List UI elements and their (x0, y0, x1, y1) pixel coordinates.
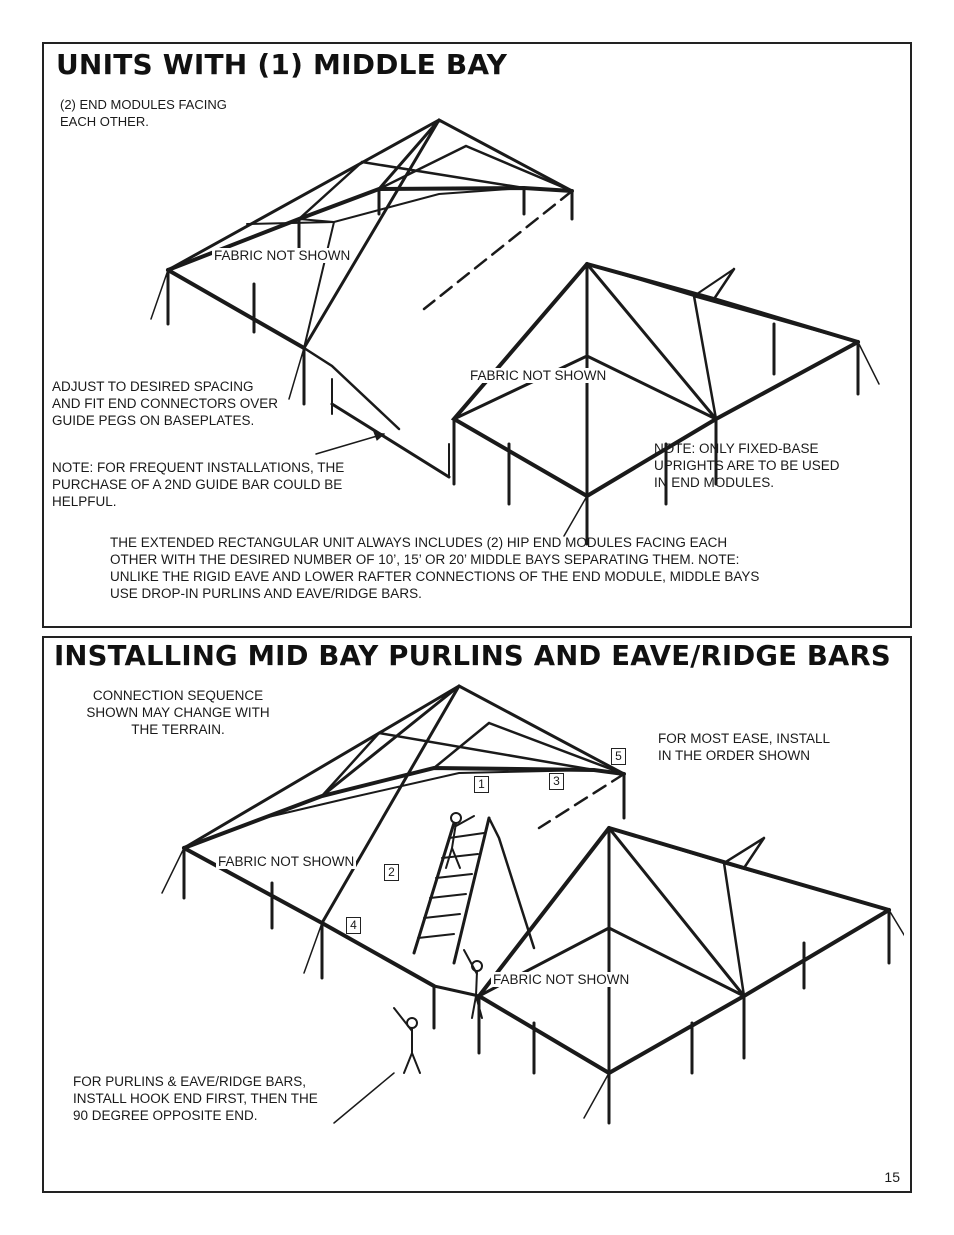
install-order-note: FOR MOST EASE, INSTALL IN THE ORDER SHOWN (658, 731, 831, 763)
panel2-title: INSTALLING MID BAY PURLINS AND EAVE/RIDGE BARS (54, 640, 891, 672)
connection-sequence-note: CONNECTION SEQUENCE SHOWN MAY CHANGE WITH THE TERRAIN. (86, 688, 270, 737)
fabric-not-shown-label-left: FABRIC NOT SHOWN (214, 248, 351, 263)
panel-installing-purlins (42, 636, 912, 1193)
guide-bar-note: NOTE: FOR FREQUENT INSTALLATIONS, THE PURCHASE OF A 2ND GUIDE BAR COULD BE HELPFUL. (52, 460, 345, 509)
fabric-not-shown-label-left-2: FABRIC NOT SHOWN (218, 854, 355, 869)
step-marker-4: 4 (346, 917, 361, 934)
fabric-not-shown-label-right-2: FABRIC NOT SHOWN (493, 972, 630, 987)
step-marker-3: 3 (549, 773, 564, 790)
panel1-title: UNITS WITH (1) MIDDLE BAY (56, 48, 508, 81)
step-marker-5: 5 (611, 748, 626, 765)
panel-middle-bay (42, 42, 912, 628)
adjust-spacing-note: ADJUST TO DESIRED SPACING AND FIT END CONNECTORS OVER GUIDE PEGS ON BASEPLATES. (52, 379, 279, 428)
extended-unit-description: THE EXTENDED RECTANGULAR UNIT ALWAYS INCLUDES (2) HIP END MODULES FACING EACH OTHER WITH THE DESIRED NUMBER OF 10’, 15’ OR 20’ MIDDLE BAYS SEPARATING THEM. NOTE: UNLIKE THE RIGID EAVE AND LOWER RAFTER CONNECTIONS OF THE END MODULE, MIDDLE BAYS USE DROP-IN PURLINS AND EAVE/RIDGE BARS. (110, 535, 760, 601)
fabric-not-shown-label-right: FABRIC NOT SHOWN (470, 368, 607, 383)
step-marker-2: 2 (384, 864, 399, 881)
end-modules-note: (2) END MODULES FACING EACH OTHER. (60, 97, 227, 129)
step-marker-1: 1 (474, 776, 489, 793)
hook-end-note: FOR PURLINS & EAVE/RIDGE BARS, INSTALL HOOK END FIRST, THEN THE 90 DEGREE OPPOSITE END. (73, 1074, 318, 1123)
page-number: 15 (884, 1169, 900, 1185)
fixed-base-note: NOTE: ONLY FIXED-BASE UPRIGHTS ARE TO BE USED IN END MODULES. (654, 441, 840, 490)
